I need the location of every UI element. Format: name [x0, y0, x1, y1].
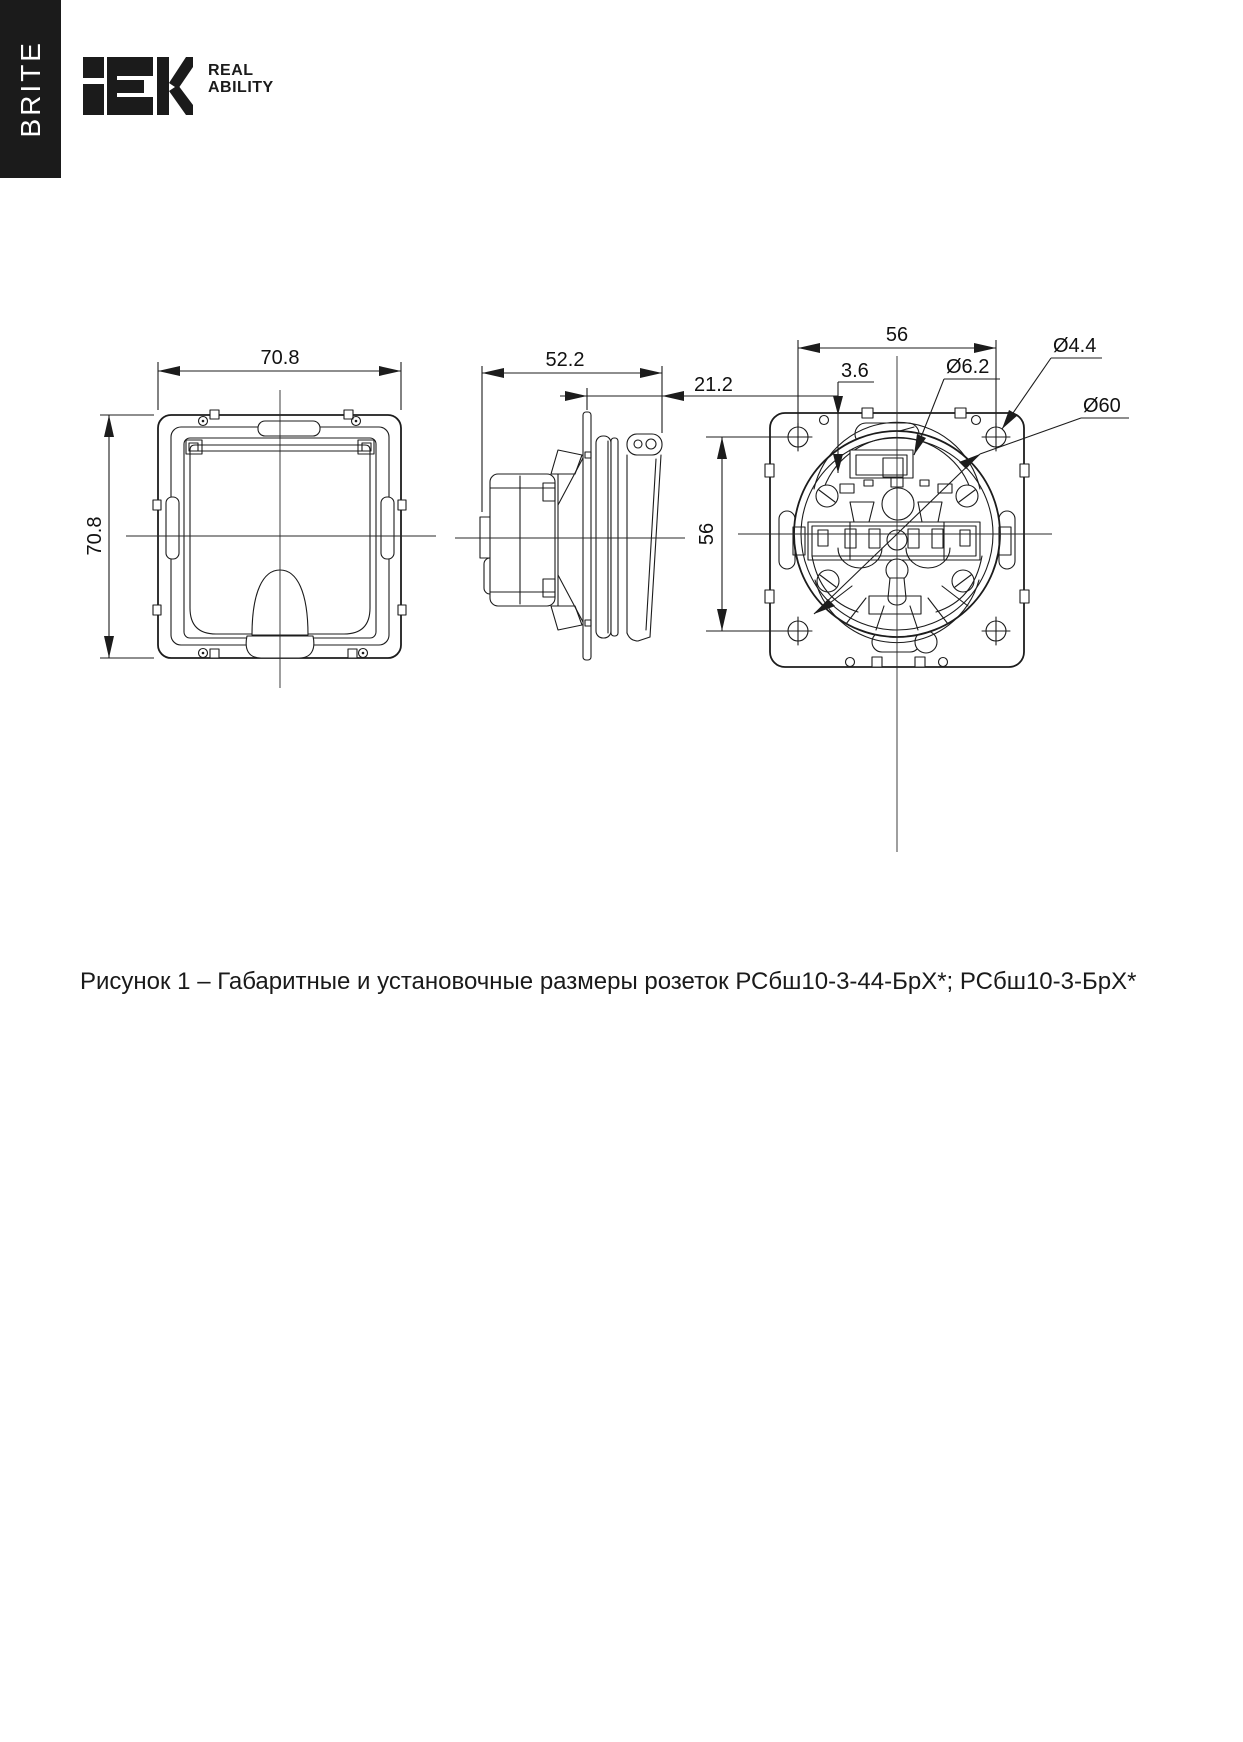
dim-rear-hole-spacing-h: 56 — [885, 324, 909, 346]
dim-rear-body-dia: Ø60 — [1083, 395, 1121, 417]
dim-rear-screw-hole-dia: Ø4.4 — [1053, 335, 1097, 357]
dim-side-protrusion: 21.2 — [694, 374, 733, 396]
brite-label: BRITE — [14, 40, 46, 138]
dim-rear-claw-hole-dia: Ø6.2 — [946, 356, 990, 378]
tagline-line1: REAL — [208, 62, 254, 79]
dim-rear-hole-spacing-v: 56 — [696, 522, 718, 546]
front-view — [84, 347, 436, 688]
rear-view — [696, 324, 1129, 852]
dim-front-height: 70.8 — [84, 516, 106, 556]
dim-front-width: 70.8 — [260, 347, 300, 369]
dim-side-depth: 52.2 — [545, 349, 585, 371]
tagline-line2: ABILITY — [208, 79, 274, 96]
dim-rear-frame-offset: 3.6 — [841, 360, 869, 382]
figure-caption: Рисунок 1 – Габаритные и установочные размеры розеток РСбш10-3-44-БрХ*; РСбш10-3-БрХ* — [80, 968, 1137, 995]
